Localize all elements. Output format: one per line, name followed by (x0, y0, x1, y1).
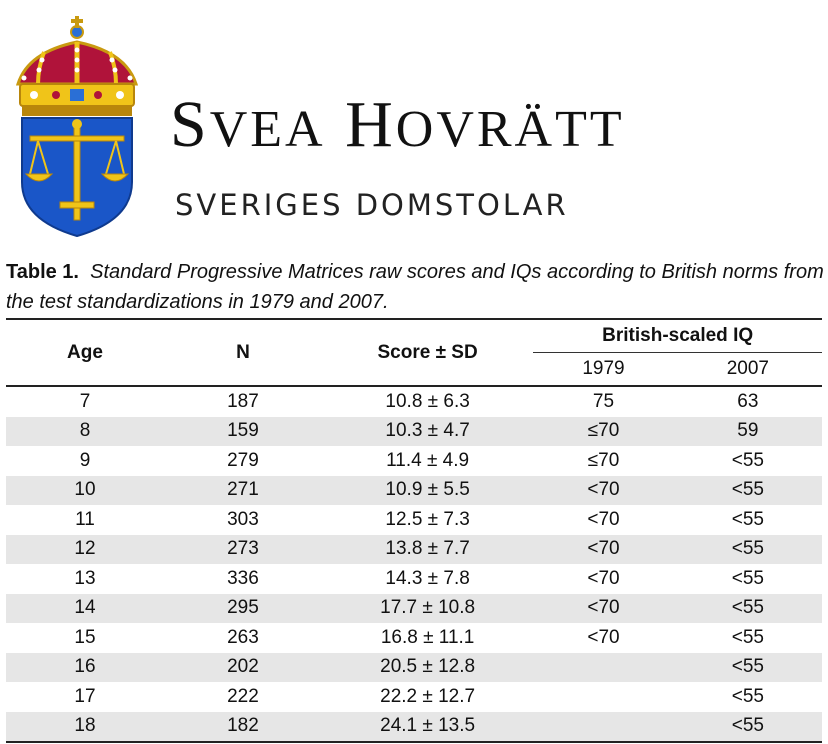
cell-n: 271 (164, 476, 322, 506)
table-row (6, 594, 822, 624)
table-row (6, 712, 822, 743)
cell-n: 187 (227, 390, 259, 412)
cell-iq-2007: 59 (674, 417, 822, 447)
logo-title: SVEA HOVRÄTT (170, 88, 625, 161)
header-n: N (164, 319, 322, 386)
cell-iq-1979 (533, 682, 673, 712)
cell-age: 8 (6, 417, 164, 447)
cell-iq-1979: 75 (592, 390, 615, 412)
cell-iq-1979: <70 (587, 508, 620, 530)
caption-text: Standard Progressive Matrices raw scores and IQs according to British norms from the test standardizations in 1979 and 2007. (6, 261, 824, 313)
cell-n: 263 (227, 626, 259, 648)
cell-iq-1979: <70 (587, 626, 620, 648)
cell-iq-1979 (533, 712, 673, 743)
cell-iq-2007: <55 (731, 567, 764, 589)
cell-score: 14.3 ± 7.8 (385, 567, 470, 589)
header-1979: 1979 (533, 353, 673, 387)
cell-iq-1979: <70 (533, 594, 673, 624)
header-british-iq: British-scaled IQ (533, 319, 822, 353)
cell-age: 17 (74, 685, 96, 707)
cell-iq-2007: <55 (674, 712, 822, 743)
cell-n: 303 (227, 508, 259, 530)
table-row (6, 446, 822, 476)
cell-age: 12 (6, 535, 164, 565)
cell-n: 182 (164, 712, 322, 743)
cell-score: 11.4 ± 4.9 (386, 449, 470, 471)
table-row (6, 564, 822, 594)
cell-iq-1979: <70 (533, 535, 673, 565)
cell-iq-2007: <55 (674, 476, 822, 506)
cell-age: 18 (6, 712, 164, 743)
header-score: Score ± SD (322, 319, 533, 386)
cell-age: 13 (74, 567, 96, 589)
cell-iq-2007: 63 (737, 390, 759, 412)
cell-age: 10 (6, 476, 164, 506)
cell-age: 15 (74, 626, 96, 648)
cell-score: 10.9 ± 5.5 (322, 476, 533, 506)
table-row (6, 417, 822, 447)
header-age: Age (6, 319, 164, 386)
cell-iq-2007: <55 (731, 685, 764, 707)
data-table (6, 318, 822, 743)
cell-iq-2007: <55 (674, 594, 822, 624)
cell-iq-2007: <55 (731, 449, 764, 471)
cell-n: 279 (227, 449, 259, 471)
cell-age: 14 (6, 594, 164, 624)
cell-iq-2007: <55 (674, 653, 822, 683)
caption-label: Table 1. (6, 261, 79, 283)
cell-score: 16.8 ± 11.1 (380, 626, 475, 648)
header-2007: 2007 (674, 353, 822, 387)
cell-iq-1979: <70 (533, 476, 673, 506)
cell-iq-1979: ≤70 (533, 417, 673, 447)
cell-n: 273 (164, 535, 322, 565)
cell-iq-2007: <55 (674, 535, 822, 565)
table-row (6, 623, 822, 653)
cell-iq-1979: ≤70 (587, 449, 620, 471)
cell-n: 222 (227, 685, 259, 707)
cell-score: 22.2 ± 12.7 (380, 685, 476, 707)
coat-of-arms-icon (8, 12, 146, 240)
cell-score: 17.7 ± 10.8 (322, 594, 533, 624)
header-logo (0, 0, 828, 248)
cell-score: 13.8 ± 7.7 (322, 535, 533, 565)
table-row (6, 682, 822, 712)
cell-n: 202 (164, 653, 322, 683)
cell-n: 159 (164, 417, 322, 447)
cell-iq-1979 (533, 653, 673, 683)
cell-score: 10.3 ± 4.7 (322, 417, 533, 447)
cell-n: 336 (227, 567, 259, 589)
cell-iq-2007: <55 (731, 626, 764, 648)
cell-score: 24.1 ± 13.5 (322, 712, 533, 743)
cell-age: 11 (75, 508, 95, 530)
cell-iq-1979: <70 (587, 567, 620, 589)
cell-age: 16 (6, 653, 164, 683)
cell-score: 12.5 ± 7.3 (385, 508, 470, 530)
cell-age: 9 (79, 449, 91, 471)
cell-age: 7 (79, 390, 91, 412)
table-row (6, 505, 822, 535)
table-caption (6, 257, 824, 317)
table-row (6, 386, 822, 417)
cell-iq-2007: <55 (731, 508, 764, 530)
table-row (6, 535, 822, 565)
cell-score: 20.5 ± 12.8 (322, 653, 533, 683)
logo-subtitle: SVERIGES DOMSTOLAR (175, 188, 569, 222)
table-row (6, 476, 822, 506)
cell-n: 295 (164, 594, 322, 624)
cell-score: 10.8 ± 6.3 (385, 390, 470, 412)
table-body (6, 386, 822, 742)
table-row (6, 653, 822, 683)
